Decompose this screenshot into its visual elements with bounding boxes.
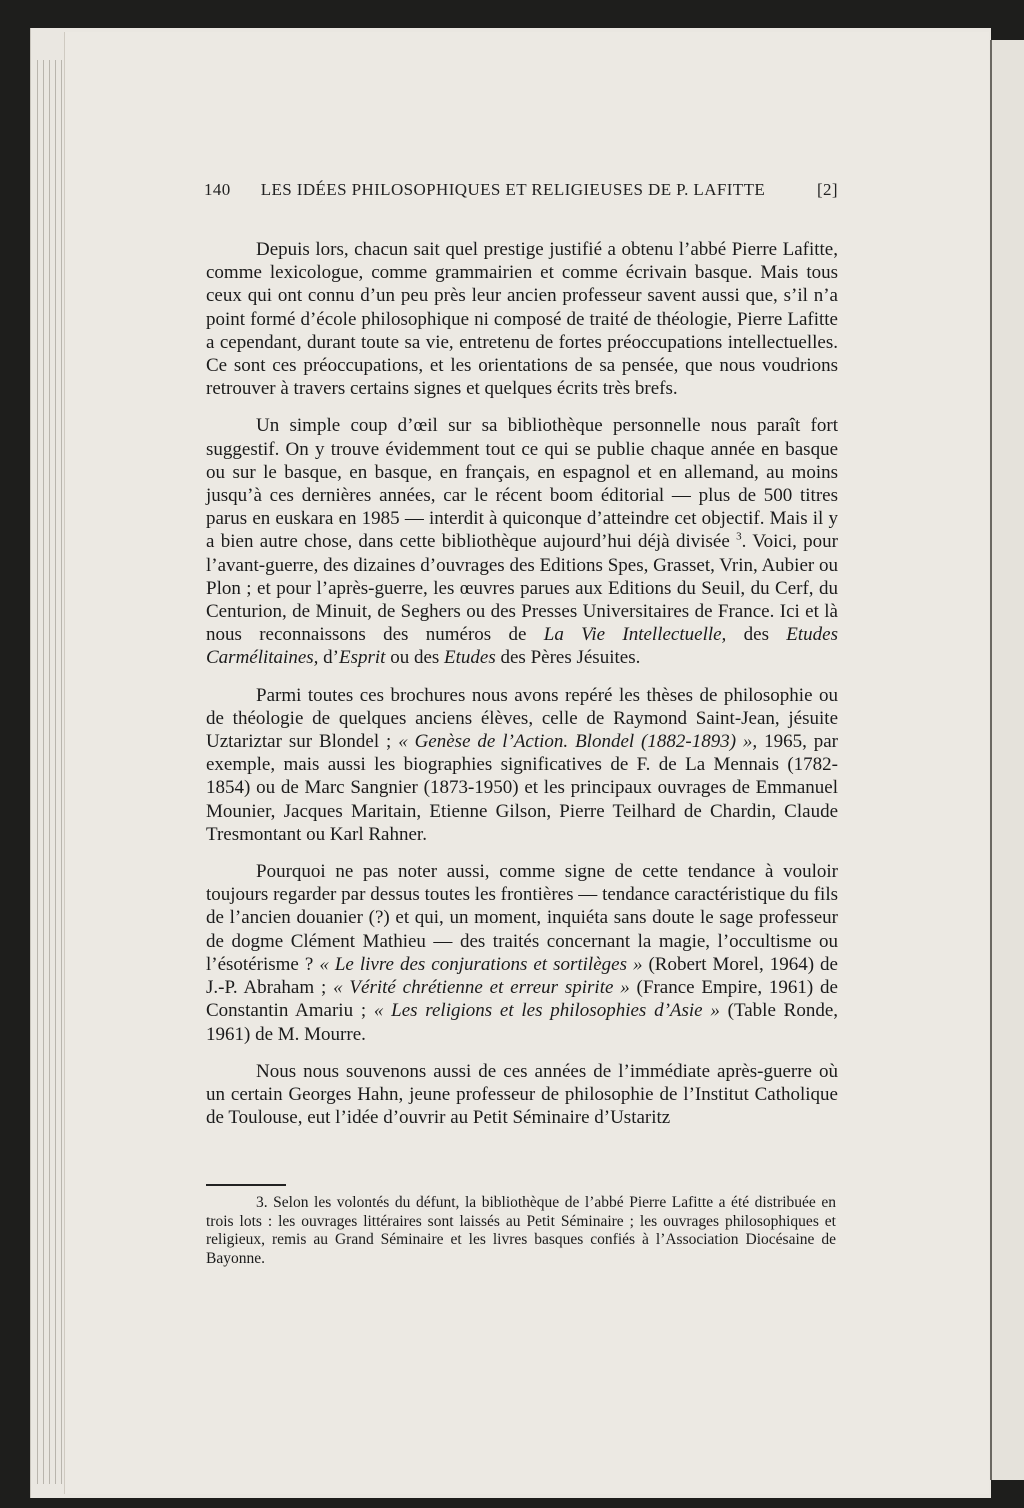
page-edge (43, 60, 44, 1484)
text-run: (Table Ronde, 1961) de M. Mourre. (206, 1000, 839, 1045)
text-run: ou des (385, 647, 445, 669)
paragraph-3 (206, 684, 838, 846)
running-header (204, 180, 838, 206)
journal-title: Etudes (444, 647, 496, 669)
facing-page-edge (990, 40, 1024, 1480)
text-run: Un simple coup d’œil sur sa bibliothèque personnelle nous paraît fort suggestif. On y trouve évidemment tout ce qui se publie chaque année en basque ou sur le basque, en basque, en français, en espagnol et en allemand, au moins jusqu’à ces dernières années, car le récent boom éditorial — plus de 500 titres parus en euskara en 1985 — interdit à quiconque d’atteindre cet objectif. Mais il y a bien autre chose, dans cette bibliothèque aujourd’hui déjà divisée (206, 415, 838, 553)
text-run: (France Empire, 1961) de Constantin Amariu ; (206, 977, 838, 1022)
paragraph-1: Depuis lors, chacun sait quel prestige justifié a obtenu l’abbé Pierre Lafitte, comme lexicologue, comme grammairien et comme écrivain basque. Mais tous ceux qui ont connu d’un peu près leur ancien professeur savent aussi que, s’il n’a point formé d’école philosophique ni composé de traité de théologie, Pierre Lafitte a cependant, durant toute sa vie, entretenu de fortes préoccupations intellectuelles. Ce sont ces préoccupations, et les orientations de sa pensée, que nous voudrions retrouver à travers certains signes et quelques écrits très brefs. (206, 239, 838, 400)
paragraph-5: Nous nous souvenons aussi de ces années de l’immédiate après-guerre où un certain Georges Hahn, jeune professeur de philosophie de l’Institut Catholique de Toulouse, eut l’idée d’ouvrir au Petit Séminaire d’Ustaritz (206, 1060, 838, 1129)
text-run: des (726, 624, 787, 646)
text-run: 1965, par exemple, mais aussi les biographies significatives de F. de La Mennais (1782-1854) ou de Marc Sangnier (1873-1950) et les principaux ouvrages de Emmanuel Mounier, Jacques Maritain, Etienne Gilson, Pierre Teilhard de Chardin, Claude Tresmontant ou Karl Rahner. (206, 731, 838, 845)
page-edge (49, 60, 50, 1484)
text-run: des Pères Jésuites. (495, 647, 641, 669)
journal-title: Esprit (339, 647, 386, 669)
page-number: 140 (204, 180, 231, 199)
book-title: « Genèse de l’Action. Blondel (1882-1893) », (398, 731, 758, 753)
running-title: LES IDÉES PHILOSOPHIQUES ET RELIGIEUSES DE P. LAFITTE (260, 180, 766, 199)
text-run: . Voici, pour l’avant-guerre, des dizaines d’ouvrages des Editions Spes, Grasset, Vrin, Aubier ou Plon ; et pour l’après-guerre, les œuvres parues aux Editions du Seuil, du Cerf, du Centurion, de Minuit, de Seghers ou des Presses Universitaires de France. Ici et là nous reconnaissons des numéros de (206, 531, 839, 646)
page-edge (61, 60, 62, 1484)
section-marker: [2] (816, 180, 838, 199)
paragraph-4 (206, 860, 838, 1046)
text-run: d’ (318, 647, 339, 669)
footnote-reference: 3 (736, 531, 742, 544)
footnote-divider (206, 1184, 286, 1186)
book-title: « Vérité chrétienne et erreur spirite » (333, 977, 630, 999)
book-title: « Le livre des conjurations et sortilèges » (319, 953, 643, 975)
body-text (206, 238, 838, 1143)
page-edge (37, 60, 38, 1484)
journal-title: Etudes Carmélitaines, (206, 624, 838, 669)
paragraph-2 (206, 414, 838, 669)
text-run: (Robert Morel, 1964) de J.-P. Abraham ; (206, 953, 838, 999)
journal-title: La Vie Intellectuelle, (543, 624, 727, 646)
text-run: Parmi toutes ces brochures nous avons repéré les thèses de philosophie ou de théologie de quelques anciens élèves, celle de Raymond Saint-Jean, jésuite Uztariztar sur Blondel ; (206, 684, 838, 753)
footnote-3: 3. Selon les volontés du défunt, la bibliothèque de l’abbé Pierre Lafitte a été distribuée en trois lots : les ouvrages littéraires sont laissés au Petit Séminaire ; les ouvrages philosophiques et religieux, remis au Grand Séminaire et les livres basques confiés à l’Association Diocésaine de Bayonne. (206, 1194, 836, 1267)
book-title: « Les religions et les philosophies d’Asie » (373, 1000, 720, 1022)
text-run: Pourquoi ne pas noter aussi, comme signe de cette tendance à vouloir toujours regarder par dessus toutes les frontières — tendance caractéristique du fils de l’ancien douanier (?) et qui, un moment, inquiéta sans doute le sage professeur de dogme Clément Mathieu — des traités concernant la magie, l’occultisme ou l’ésotérisme ? (206, 861, 838, 975)
page-edge (55, 60, 56, 1484)
